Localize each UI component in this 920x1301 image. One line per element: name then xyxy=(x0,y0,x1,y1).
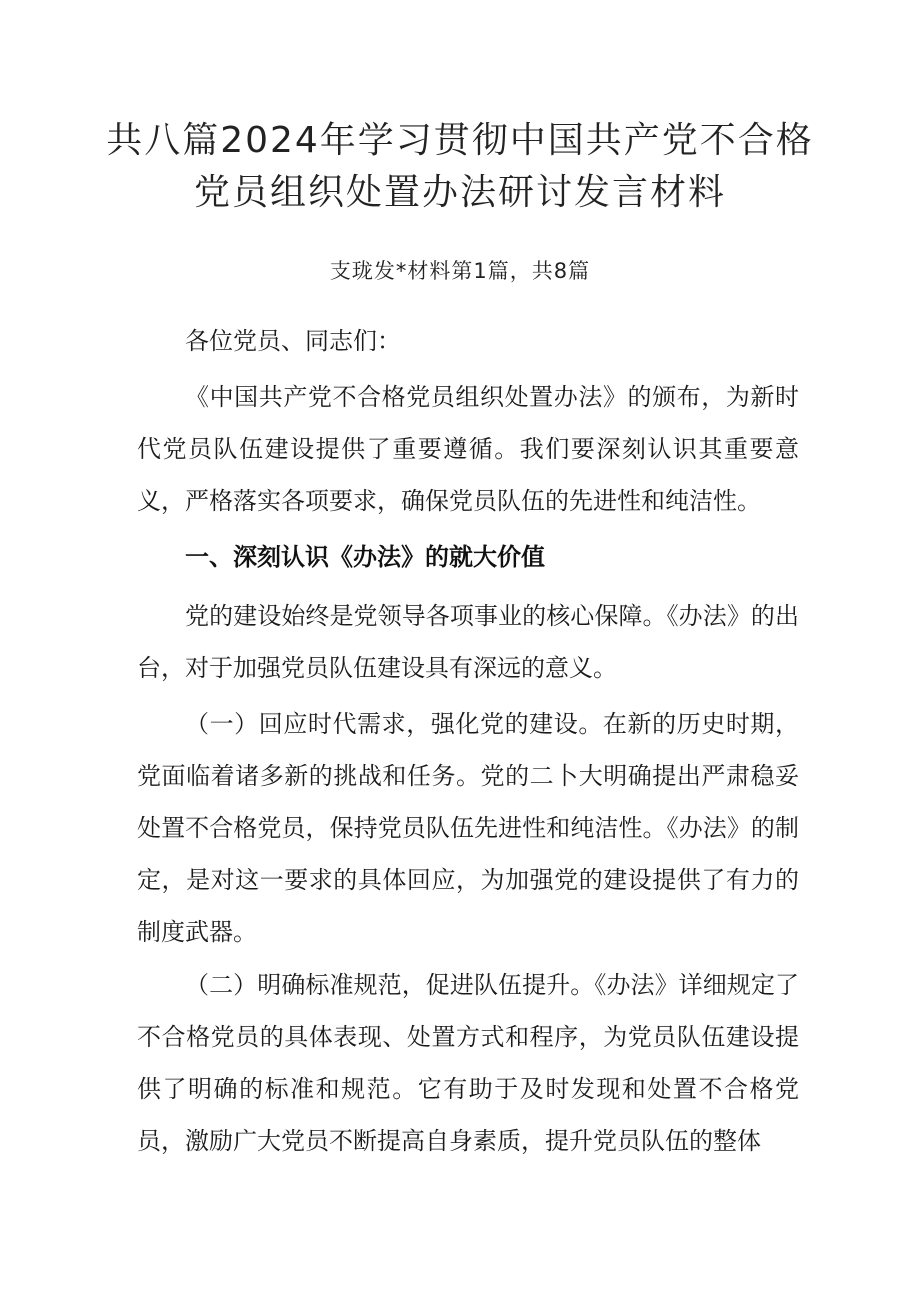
point-two-paragraph: （二）明确标准规范，促进队伍提升。《办法》详细规定了不合格党员的具体表现、处置方式和程序，为党员队伍建设提供了明确的标准和规范。它有助于及时发现和处置不合格党员，激励广大党员不断提高自身素质，提升党员队伍的整体 xyxy=(137,971,799,1155)
section-heading: 一、深刻认识《办法》的就大价值 xyxy=(185,543,545,571)
document-title-line-1: 共八篇2024年学习贯彻中国共产党不合格 xyxy=(106,120,814,161)
point-one-paragraph: （一）回应时代需求，强化党的建设。在新的历史时期，党面临着诸多新的挑战和任务。党的二卜大明确提出严肃稳妥处置不合格党员，保持党员队伍先进性和纯洁性。《办法》的制定，是对这一要求的具体回应，为加强党的建设提供了有力的制度武器。 xyxy=(137,710,799,946)
document-title-line-2: 党员组织处置办法研讨发言材料 xyxy=(193,172,726,213)
document-subtitle: 支珑发*材料第1篇，共8篇 xyxy=(329,259,591,283)
section-paragraph: 党的建设始终是党领导各项事业的核心保障。《办法》的出台，对于加强党员队伍建设具有深远的意义。 xyxy=(137,602,799,682)
intro-paragraph: 《中国共产党不合格党员组织处置办法》的颁布，为新时代党员队伍建设提供了重要遵循。我们要深刻认识其重要意义，严格落实各项要求，确保党员队伍的先进性和纯洁性。 xyxy=(137,383,799,515)
greeting: 各位党员、同志们： xyxy=(185,327,401,355)
